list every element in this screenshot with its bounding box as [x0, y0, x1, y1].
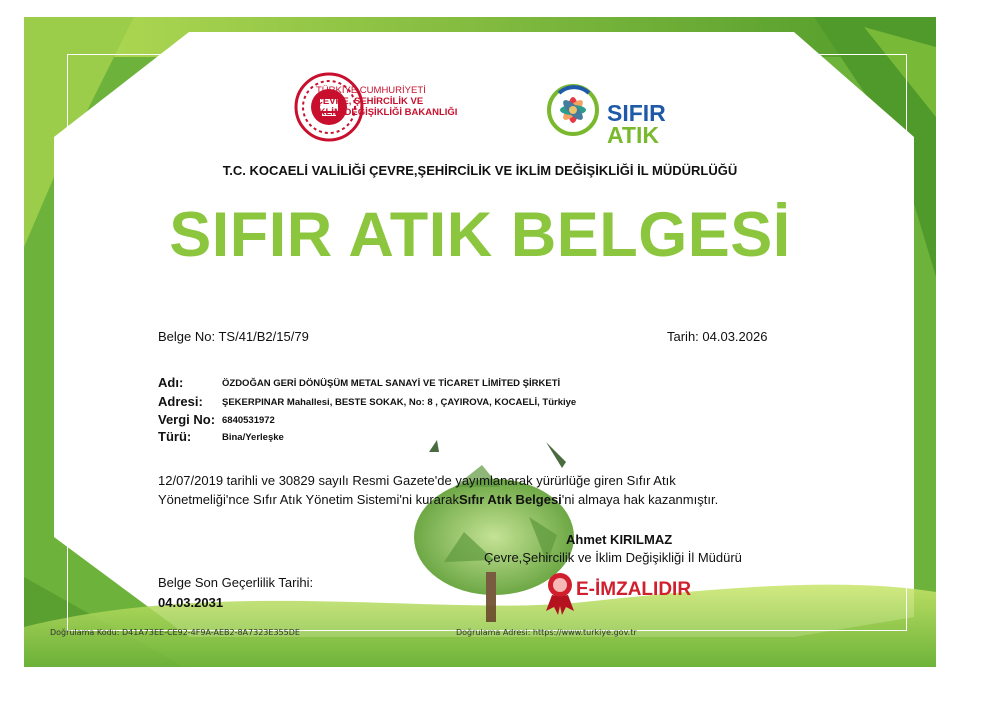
- signatory-name: Ahmet KIRILMAZ: [566, 532, 673, 547]
- field-value-type: Bina/Yerleşke: [222, 432, 284, 443]
- body-line-2-end: 'ni almaya hak kazanmıştır.: [561, 492, 719, 507]
- body-line-1: 12/07/2019 tarihli ve 30829 sayılı Resmi Gazete'de yayımlanarak yürürlüğe giren Sıfır Atık: [158, 473, 676, 488]
- document-date: Tarih: 04.03.2026: [667, 329, 768, 344]
- body-line-2-bold: Sıfır Atık Belgesi: [458, 492, 562, 507]
- verification-code: Doğrulama Kodu: D41A73EE-CE92-4F9A-AEB2-8A7323E355DE: [50, 628, 300, 637]
- verification-address: Doğrulama Adresi: https://www.turkiye.gov.tr: [456, 628, 637, 637]
- brand-word-atik: ATIK: [607, 122, 659, 148]
- e-signature-label: E-İMZALIDIR: [576, 579, 692, 600]
- ministry-name: [316, 85, 457, 118]
- field-label-address: Adresi:: [158, 394, 203, 409]
- field-value-tax-no: 6840531972: [222, 415, 275, 426]
- validity-date: 04.03.2031: [158, 595, 224, 610]
- directorate-name: T.C. KOCAELİ VALİLİĞİ ÇEVRE,ŞEHİRCİLİK VE İKLİM DEĞİŞİKLİĞİ İL MÜDÜRLÜĞÜ: [222, 163, 738, 178]
- field-label-name: Adı:: [158, 375, 184, 390]
- field-label-type: Türü:: [158, 429, 192, 444]
- certificate: [24, 17, 936, 667]
- field-label-tax-no: Vergi No:: [158, 412, 216, 427]
- ministry-line2: ÇEVRE, ŞEHİRCİLİK VE: [316, 96, 424, 107]
- field-value-name: ÖZDOĞAN GERİ DÖNÜŞÜM METAL SANAYİ VE TİCARET LİMİTED ŞİRKETİ: [222, 378, 561, 389]
- signatory-title: Çevre,Şehircilik ve İklim Değişikliği İl Müdürü: [484, 550, 742, 565]
- field-value-address: ŞEKERPINAR Mahallesi, BESTE SOKAK, No: 8 , ÇAYIROVA, KOCAELİ, Türkiye: [222, 397, 577, 408]
- brand-word-sifir: SIFIR: [607, 100, 666, 126]
- certificate-title: SIFIR ATIK BELGESİ: [169, 200, 791, 270]
- body-line-2-start: Yönetmeliği'nce Sıfır Atık Yönetim Sistemi'ni kurarak: [158, 492, 459, 507]
- brand-wordmark: [607, 102, 666, 146]
- ministry-line1: TÜRKİYE CUMHURİYETİ: [316, 85, 426, 96]
- ministry-line3: İKLİM DEĞİŞİKLİĞİ BAKANLIĞI: [316, 107, 458, 118]
- document-number: Belge No: TS/41/B2/15/79: [158, 329, 309, 344]
- validity-label: Belge Son Geçerlilik Tarihi:: [158, 575, 314, 590]
- body-line-2: [158, 492, 718, 507]
